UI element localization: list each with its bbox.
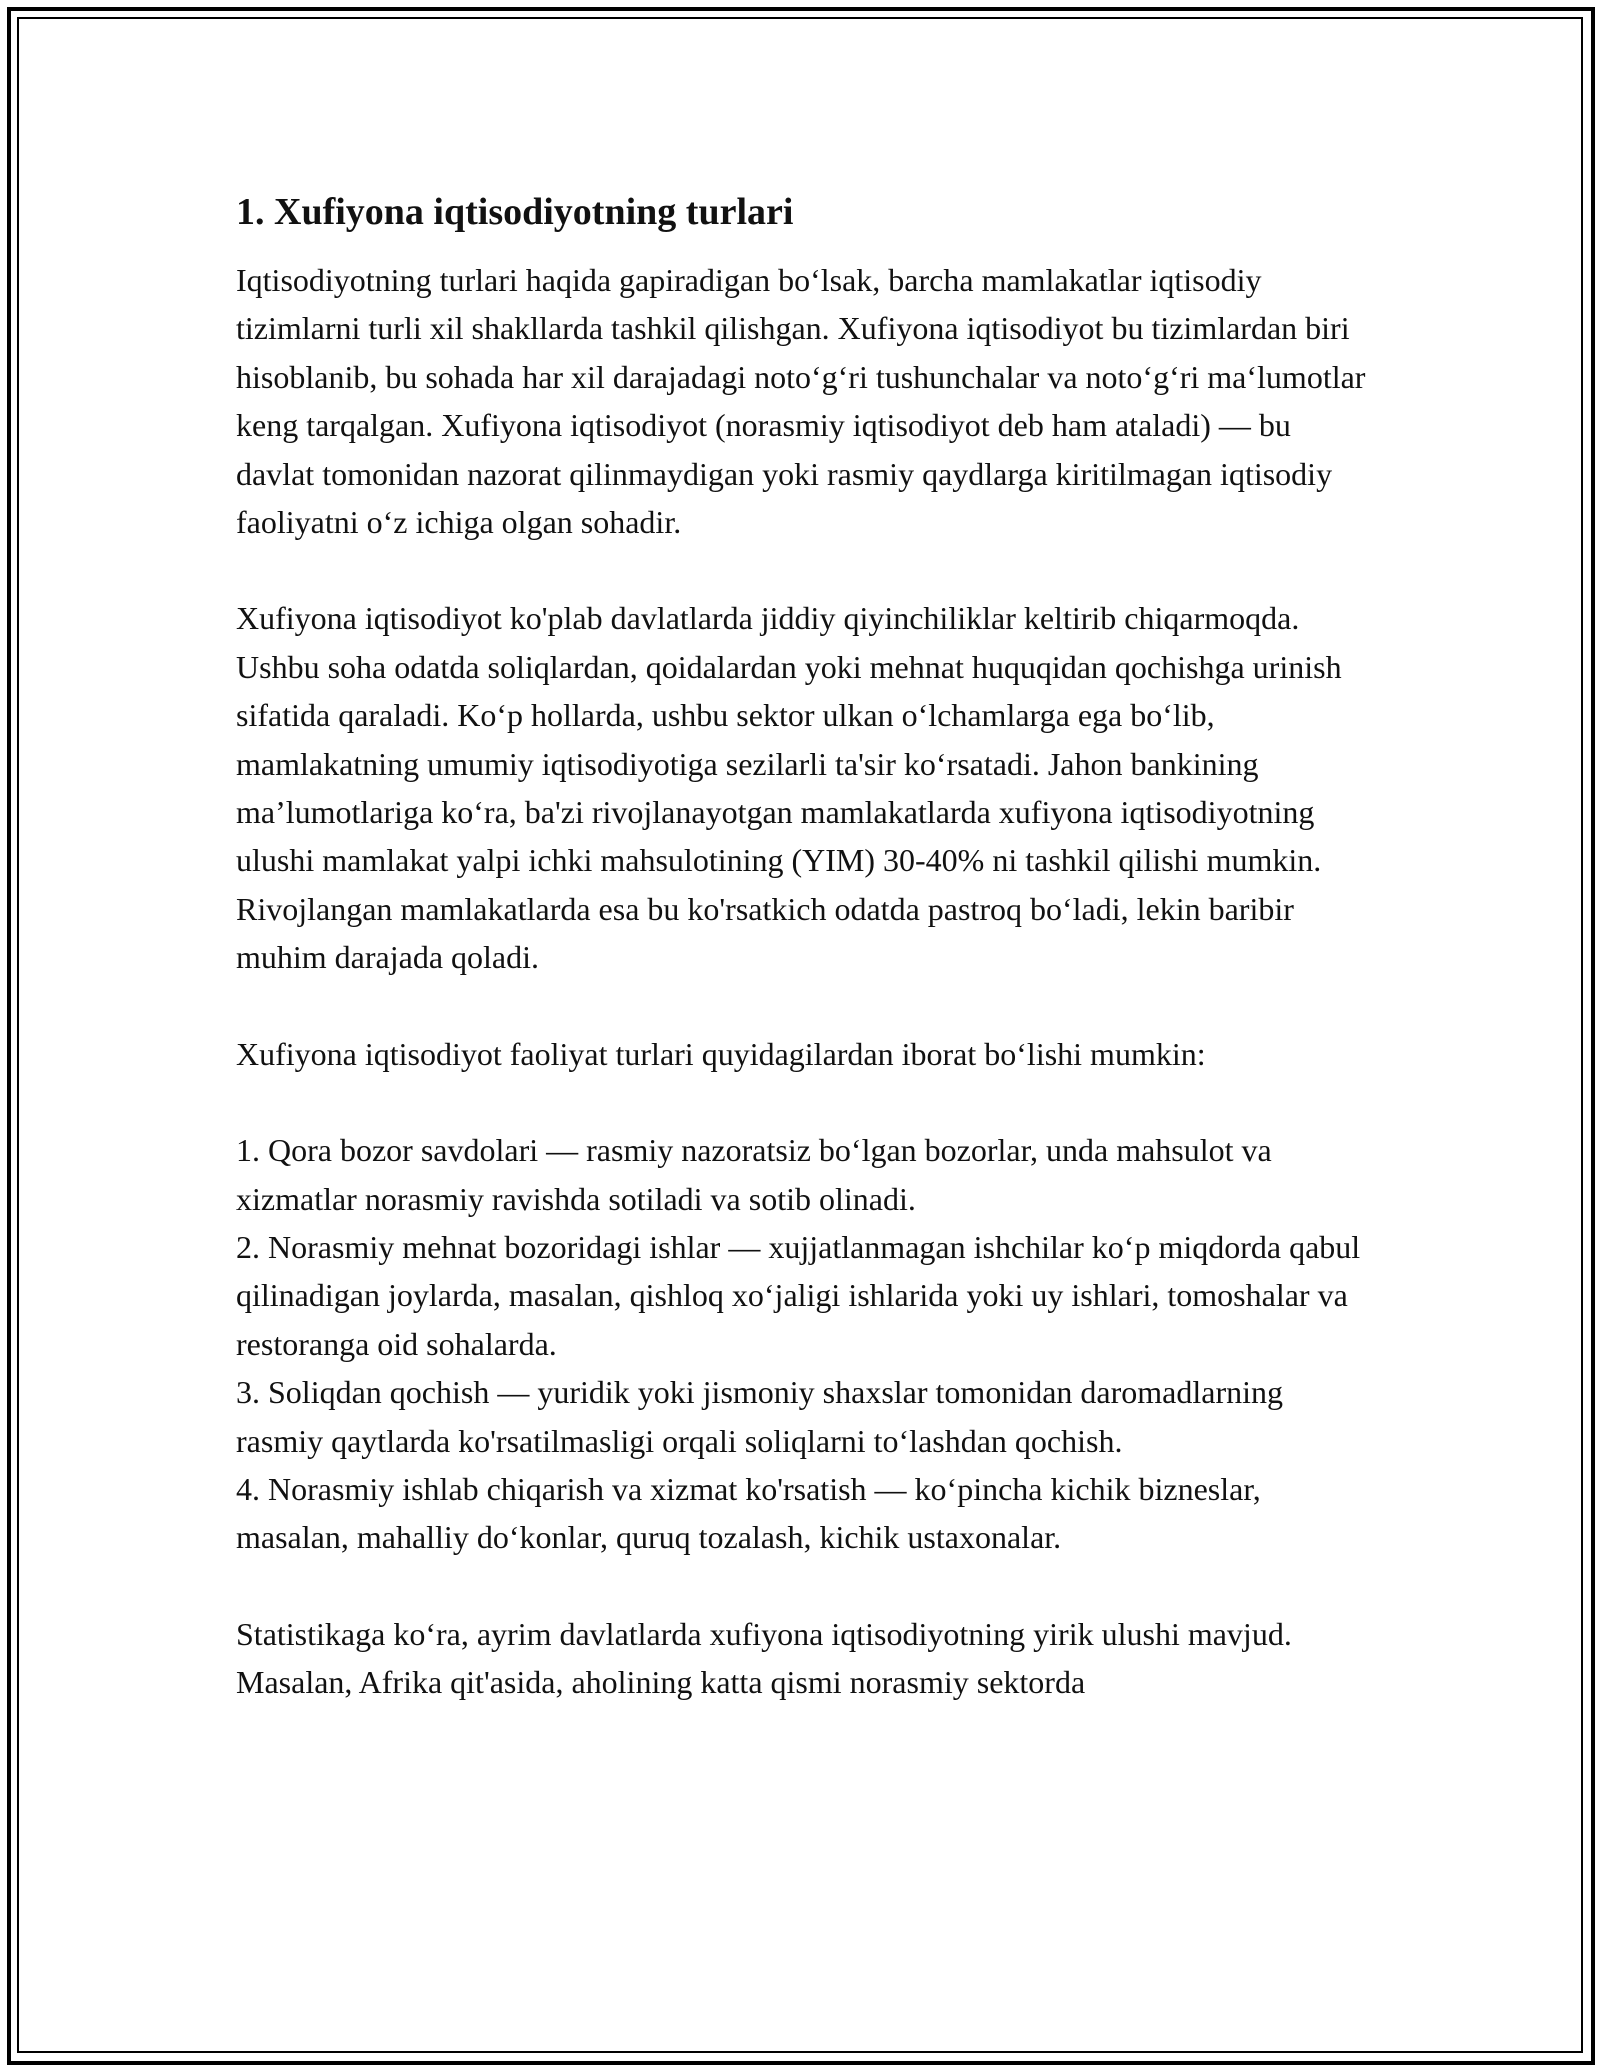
document-body xyxy=(236,188,1376,1755)
paragraph-list-intro: Xufiyona iqtisodiyot faoliyat turlari quyidagilardan iborat bo‘lishi mumkin: xyxy=(236,1035,1206,1072)
activity-types-list xyxy=(236,1126,1376,1562)
list-item: 2. Norasmiy mehnat bozoridagi ishlar — xujjatlanmagan ishchilar ko‘p miqdorda qabul qilinadigan joylarda, masalan, qishloq xo‘jaligi ishlarida yoki uy ishlari, tomoshalar va restoranga oid sohalarda. xyxy=(236,1228,1361,1362)
paragraph-intro: Iqtisodiyotning turlari haqida gapiradigan bo‘lsak, barcha mamlakatlar iqtisodiy tizimlarni turli xil shakllarda tashkil qilishgan. Xufiyona iqtisodiyot bu tizimlardan biri hisoblanib, bu sohada har xil darajadagi noto‘g‘ri tushunchalar va noto‘g‘ri ma‘lumotlar keng tarqalgan. Xufiyona iqtisodiyot (norasmiy iqtisodiyot deb ham ataladi) — bu davlat tomonidan nazorat qilinmaydigan yoki rasmiy qaydlarga kiritilmagan iqtisodiy faoliyatni o‘z ichiga olgan sohadir. xyxy=(236,262,1366,541)
paragraph-second: Xufiyona iqtisodiyot ko'plab davlatlarda jiddiy qiyinchiliklar keltirib chiqarmoqda. Ushbu soha odatda soliqlardan, qoidalardan yoki mehnat huquqidan qochishga urinish sifatida qaraladi. Ko‘p hollarda, ushbu sektor ulkan o‘lchamlarga ega bo‘lib, mamlakatning umumiy iqtisodiyotiga sezilarli ta'sir ko‘rsatadi. Jahon bankining ma’lumotlariga ko‘ra, ba'zi rivojlanayotgan mamlakatlarda xufiyona iqtisodiyotning ulushi mamlakat yalpi ichki mahsulotining (YIM) 30-40% ni tashkil qilishi mumkin. Rivojlangan mamlakatlarda esa bu ko'rsatkich odatda pastroq bo‘ladi, lekin baribir muhim darajada qoladi. xyxy=(236,600,1342,976)
list-item: 1. Qora bozor savdolari — rasmiy nazoratsiz bo‘lgan bozorlar, unda mahsulot va xizmatlar norasmiy ravishda sotiladi va sotib olinadi. xyxy=(236,1132,1272,1217)
section-heading: 1. Xufiyona iqtisodiyotning turlari xyxy=(236,191,794,233)
paragraph-closing: Statistikaga ko‘ra, ayrim davlatlarda xufiyona iqtisodiyotning yirik ulushi mavjud. Masalan, Afrika qit'asida, aholining katta qismi norasmiy sektorda xyxy=(236,1615,1292,1701)
list-item: 4. Norasmiy ishlab chiqarish va xizmat ko'rsatish — ko‘pincha kichik bizneslar, masalan, mahalliy do‘konlar, quruq tozalash, kichik ustaxonalar. xyxy=(236,1470,1261,1556)
list-item: 3. Soliqdan qochish — yuridik yoki jismoniy shaxslar tomonidan daromadlarning rasmiy qaytlarda ko'rsatilmasligi orqali soliqlarni to‘lashdan qochish. xyxy=(236,1374,1283,1459)
